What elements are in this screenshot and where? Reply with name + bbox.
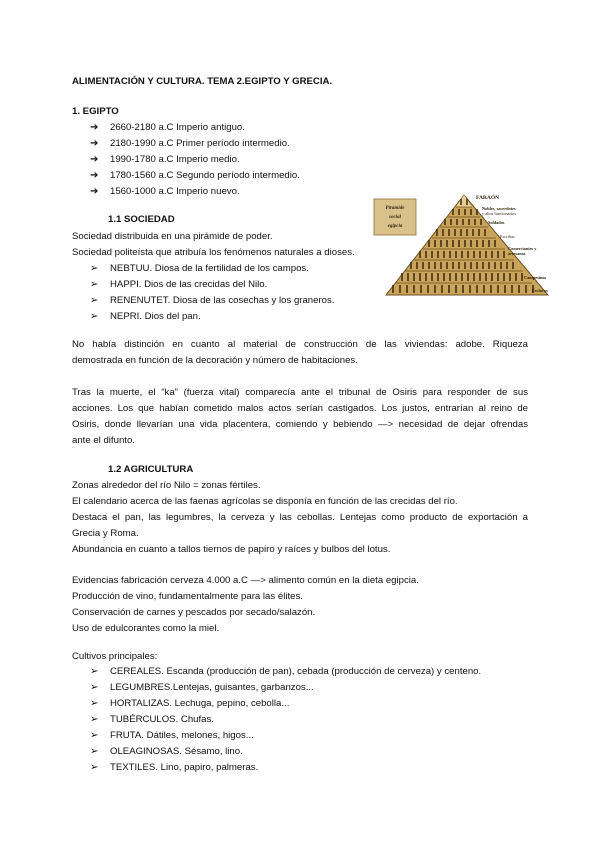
pyramid-label-nobles: Nobles, sacerdotes (482, 206, 516, 211)
paragraph-line: Zonas alrededor del río Nilo = zonas fértiles. (72, 480, 261, 491)
document-title: ALIMENTACIÓN Y CULTURA. TEMA 2.EGIPTO Y GRECIA. (72, 76, 333, 87)
paragraph-line: Abundancia en cuanto a tallos tiernos de papiro y raíces y bulbos del lotus. (72, 544, 391, 555)
paragraph-line: Sociedad politeísta que atribuía los fenómenos naturales a dioses. (72, 247, 355, 258)
pyramid-label-esclavos: Esclavos (532, 288, 548, 293)
paragraph-line: Destaca el pan, las legumbres, la cerveza y las cebollas. Lentejas como producto de exportación a (72, 512, 528, 523)
section-heading-egipto: 1. EGIPTO (72, 106, 119, 117)
triangle-bullet-icon: ➢ (90, 762, 99, 773)
paragraph-line: Uso de edulcorantes como la miel. (72, 623, 220, 634)
arrow-icon: ➔ (90, 170, 99, 181)
paragraph-line: acciones. Los que habían cometido malos actos serían castigados. Los justos, entrarían al reino de (72, 403, 528, 414)
arrow-icon: ➔ (90, 138, 99, 149)
triangle-bullet-icon: ➢ (90, 746, 99, 757)
paragraph-line: Grecia y Roma. (72, 528, 139, 539)
pyramid-label-funcionarios: y altos funcionarios (482, 211, 516, 216)
pyramid-left-label: social (389, 215, 401, 220)
pyramid-label-campesinos: Campesinos (524, 275, 547, 280)
pyramid-label-escribas: Escribas (500, 234, 515, 239)
paragraph-line: Evidencias fabricación cerveza 4.000 a.C —> alimento común en la dieta egipcia. (72, 575, 419, 586)
triangle-bullet-icon: ➢ (90, 311, 99, 322)
document-page: ALIMENTACIÓN Y CULTURA. TEMA 2.EGIPTO Y GRECIA. 1. EGIPTO ➔ 2660-2180 a.C Imperio antiguo. ➔ 2180-1990 a.C Primer período intermedio. ➔ 1990-1780 a.C Imperio medio. ➔ 1780-1560 a.C Segundo período intermedio. ➔ 1560-1000 a.C Imperio nuevo. 1.1 SOCIEDAD Sociedad distribuida en una pirámide de poder. Sociedad politeísta que atribuía los fenómenos naturales a dioses. ➢ NEBTUU. Diosa de la fertilidad de los campos. ➢ HAPPI. Dios de las crecidas del Nilo. ➢ RENENUTET. Diosa de las cosechas y los graneros. ➢ NEPRI. Dios del pan. Pirámide social egipcia FARAÓN Nobles, sacerdotes y altos funcionarios Soldados Escribas Comerciantes y artesanos Campesinos Esclavos No había distinción en cuanto al material de construcción de las viviendas: adobe. Riqueza demostrada en función de la decoración y número de habitaciones. Tras la muerte, el “ka” (fuerza vital) comparecía ante el tribunal de Osiris para responder de sus acciones. Los que habían cometido malos actos serían castigados. Los justos, entrarían al reino de Osiris, donde llevarían una vida placentera, comiendo y bebiendo —> necesidad de dejar ofrendas ante el difunto. 1.2 AGRICULTURA Zonas alrededor del río Nilo = zonas fértiles. El calendario acerca de las faenas agrícolas se disponía en función de las crecidas del río. Destaca el pan, las legumbres, la cerveza y las cebollas. Lentejas como producto de exportación a Grecia y Roma. Abundancia en cuanto a tallos tiernos de papiro y raíces y bulbos del lotus. Evidencias fabricación cerveza 4.000 a.C —> alimento común en la dieta egipcia. Producción de vino, fundamentalmente para las élites. Conservación de carnes y pescados por secado/salazón. Uso de edulcorantes como la miel. Cultivos principales: ➢ CEREALES. Escanda (producción de pan), cebada (producción de cerveza) y centeno. ➢ LEGUMBRES.Lentejas, guisantes, garbanzos... ➢ HORTALIZAS. Lechuga, pepino, cebolla... ➢ TUBÉRCULOS. Chufas. ➢ FRUTA. Dátiles, melones, higos... ➢ OLEAGINOSAS. Sésamo, lino. ➢ TEXTILES. Lino, papiro, palmeras. (0, 0, 600, 848)
paragraph-line: No había distinción en cuanto al material de construcción de las viviendas: adobe. Riqueza (72, 339, 528, 350)
paragraph-line: Conservación de carnes y pescados por secado/salazón. (72, 607, 316, 618)
triangle-bullet-icon: ➢ (90, 279, 99, 290)
paragraph-line: Osiris, donde llevarían una vida placentera, comiendo y bebiendo —> necesidad de dejar ofrendas (72, 419, 528, 430)
arrow-icon: ➔ (90, 154, 99, 165)
triangle-bullet-icon: ➢ (90, 682, 99, 693)
triangle-bullet-icon: ➢ (90, 295, 99, 306)
section-heading-sociedad: 1.1 SOCIEDAD (108, 214, 175, 225)
pyramid-graphic (372, 191, 562, 299)
social-pyramid-illustration (372, 191, 562, 299)
triangle-bullet-icon: ➢ (90, 698, 99, 709)
paragraph-line: Producción de vino, fundamentalmente para las élites. (72, 591, 303, 602)
pyramid-left-label: egipcia (387, 224, 403, 229)
arrow-icon: ➔ (90, 186, 99, 197)
paragraph-line: Tras la muerte, el “ka” (fuerza vital) comparecía ante el tribunal de Osiris para responder de sus (72, 387, 528, 398)
paragraph-line: demostrada en función de la decoración y número de habitaciones. (72, 355, 358, 366)
pyramid-left-label: Pirámide (385, 206, 405, 211)
paragraph-line: Cultivos principales: (72, 651, 158, 662)
paragraph-line: ante el difunto. (72, 435, 135, 446)
pyramid-label-comerciantes: Comerciantes y (508, 246, 537, 251)
section-heading-agricultura: 1.2 AGRICULTURA (108, 464, 194, 475)
arrow-icon: ➔ (90, 122, 99, 133)
paragraph-line: Sociedad distribuida en una pirámide de poder. (72, 231, 273, 242)
pyramid-label-farao: FARAÓN (476, 195, 500, 201)
paragraph-line: El calendario acerca de las faenas agrícolas se disponía en función de las crecidas del río. (72, 496, 458, 507)
pyramid-label-artesanos: artesanos (508, 251, 526, 256)
triangle-bullet-icon: ➢ (90, 263, 99, 274)
triangle-bullet-icon: ➢ (90, 666, 99, 677)
pyramid-label-soldados: Soldados (488, 220, 505, 225)
triangle-bullet-icon: ➢ (90, 730, 99, 741)
triangle-bullet-icon: ➢ (90, 714, 99, 725)
